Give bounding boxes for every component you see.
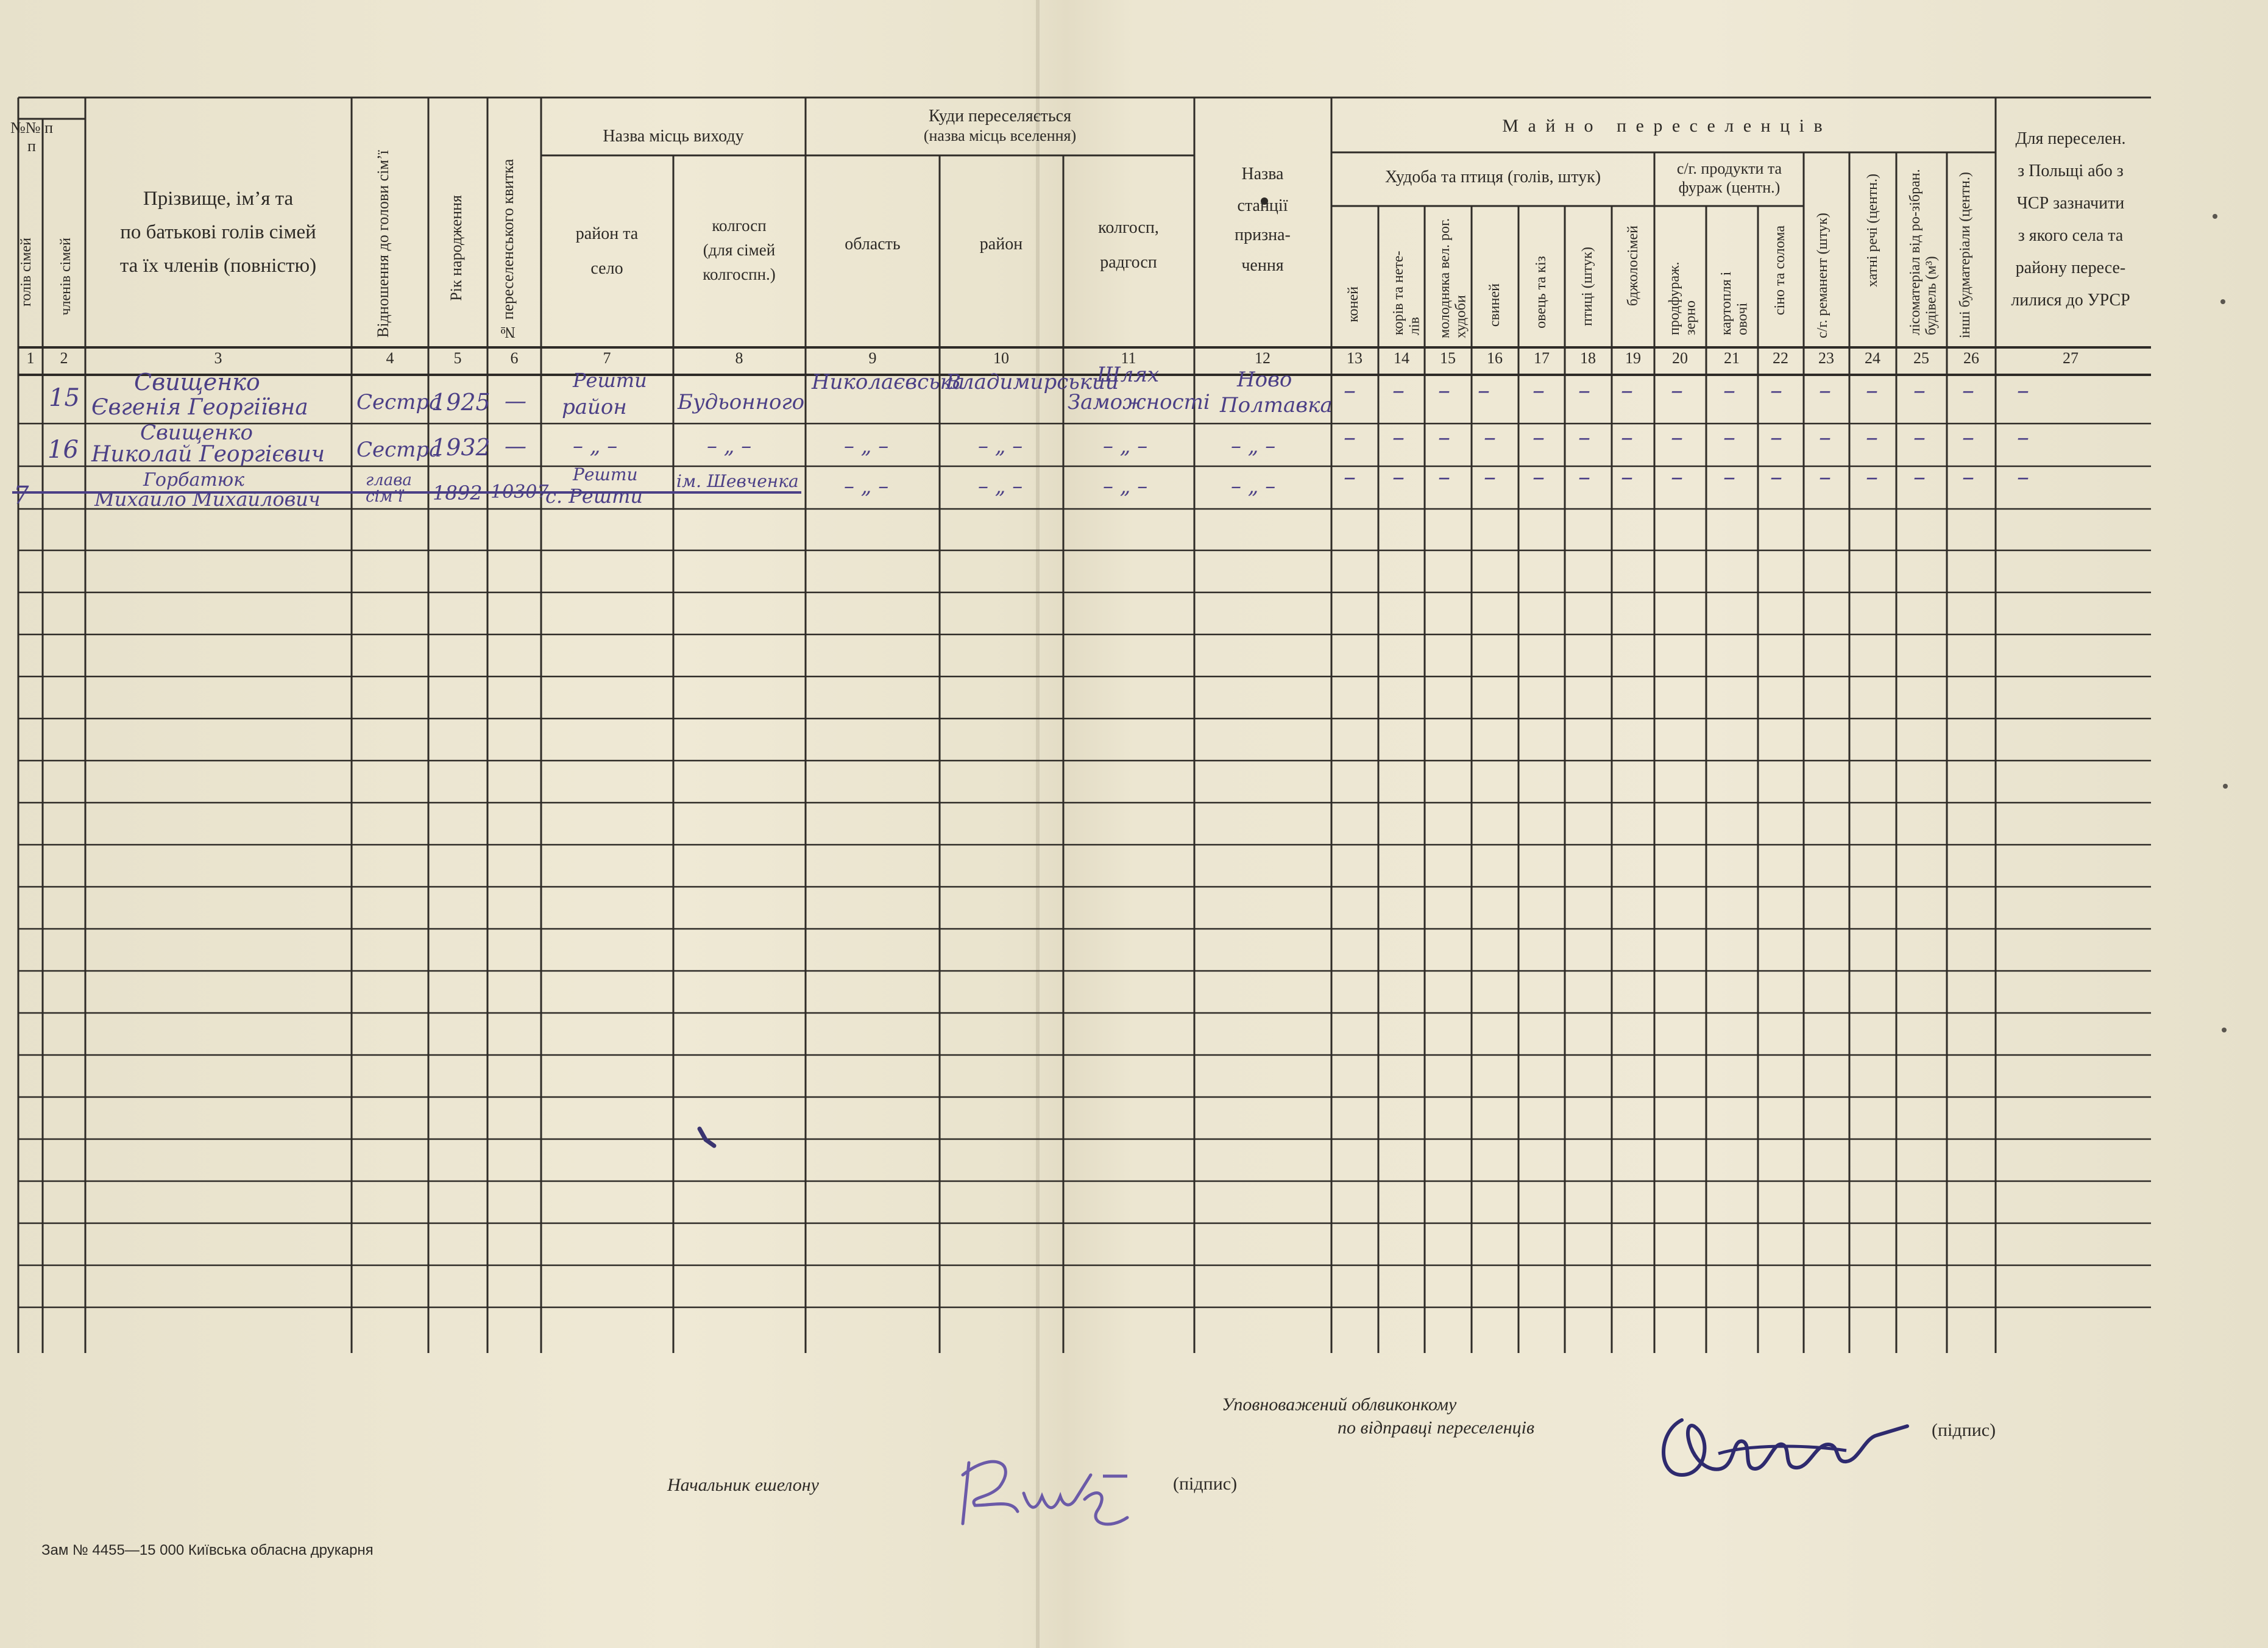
property-dash: – [1819,377,1831,405]
echelon-signature [944,1438,1146,1548]
relation: Сестра [356,438,442,462]
property-dash: – [1344,377,1356,405]
dest-raion: Владимирський [946,370,1119,394]
property-dash: – [1621,377,1633,405]
col-number: 26 [1963,349,1979,367]
col10-header: район [979,235,1023,254]
surname: Свищенко [134,369,260,396]
produce-group-header-2: фураж (центн.) [1678,179,1781,196]
property-dash: – [2017,424,2029,452]
col9-header: область [845,235,901,254]
col-number: 19 [1625,349,1641,367]
full-name: Михайло Михайлович [94,488,321,511]
col-number: 22 [1773,349,1788,367]
property-dash: – [1723,377,1735,405]
birth-year: 1932 [431,434,491,461]
col27-header-4: з якого села та [2018,226,2124,245]
col12-header-3: призна- [1235,226,1291,244]
property-dash: – [1723,463,1735,491]
origin-district: с. Решти [545,485,643,508]
col18-header: птиці (штук) [1579,247,1595,326]
property-dash: – [2017,463,2029,491]
col14-header: корів та нете-лів [1391,250,1423,335]
col-number: 15 [1440,349,1456,367]
property-dash: – [1913,463,1926,491]
col27-header-2: з Польщі або з [2018,162,2124,180]
origin-kolkhoz: – „ – [707,434,752,458]
col-number: 12 [1255,349,1270,367]
col7-header-1: район та [575,224,639,243]
origin-district-top: Решти [573,464,638,485]
col27-header-5: району пересе- [2015,258,2126,277]
dest-oblast: – „ – [844,434,889,458]
property-dash: – [1723,424,1735,452]
property-group-header: М а й н о п е р е с е л е н ц і в [1502,116,1825,136]
col-number: 16 [1487,349,1503,367]
col13-header: коней [1345,286,1361,322]
col-number: 8 [735,349,743,367]
dest-raion: – „ – [978,474,1023,499]
origin-kolkhoz: ім. Шевченка [676,471,799,491]
col-number: 20 [1672,349,1688,367]
col-number: 2 [60,349,68,367]
col17-header: овець та кіз [1533,256,1549,329]
ticket-number: — [505,389,526,414]
property-dash: – [1392,377,1405,405]
birth-year: 1925 [431,389,491,416]
col-number: 23 [1818,349,1834,367]
col27-header-1: Для переселен. [2015,129,2126,148]
origin-group-header: Назва місць виходу [603,127,744,146]
dest-sovkhoz: – „ – [1103,434,1148,458]
col27-header-3: ЧСР зазначити [2016,194,2125,213]
col24-header: хатні речі (центн.) [1865,174,1880,288]
surname: Свищенко [140,421,253,445]
property-dash: – [1478,377,1490,405]
col7-header-2: село [590,259,623,278]
col-number: 17 [1534,349,1550,367]
col-number: 10 [993,349,1009,367]
property-dash: – [1866,377,1878,405]
origin-district-top: Решти [573,369,647,392]
property-dash: – [1578,463,1590,491]
col1b-header: членів сімей [58,238,74,316]
origin-district: район [562,395,627,419]
produce-group-header-1: с/г. продукти та [1676,160,1782,177]
station: Полтавка [1220,393,1333,417]
col-number: 4 [386,349,394,367]
property-dash: – [1962,463,1974,491]
col8-header-1: колгосп [712,216,767,235]
col-number: 24 [1865,349,1880,367]
property-dash: – [1533,463,1545,491]
birth-year: 1892 [433,481,483,505]
col-number: 5 [453,349,462,367]
property-dash: – [1962,377,1974,405]
property-dash: – [1344,463,1356,491]
livestock-group-header: Худоба та птиця (голів, штук) [1384,168,1601,186]
property-dash: – [1819,463,1831,491]
property-dash: – [1819,424,1831,452]
full-name: Євгенія Георгіївна [91,395,308,420]
origin-district: – „ – [573,434,618,458]
property-dash: – [2017,377,2029,405]
property-dash: – [1533,377,1545,405]
col-number: 27 [2063,349,2078,367]
full-name: Николай Георгієвич [91,442,325,467]
authorized-signature-label: (підпис) [1932,1420,1996,1440]
col3-header-1: Прізвище, ім’я та [143,188,294,210]
relation: глава сім’ї [366,471,412,506]
col-number: 25 [1913,349,1929,367]
property-dash: – [1621,463,1633,491]
ticket-number: — [505,434,526,459]
col20-header: продфураж. зерно [1667,261,1699,335]
property-dash: – [1671,377,1683,405]
authorized-label-2: по відправці переселенців [1338,1418,1534,1438]
col8-header-2: (для сімей [703,241,776,259]
property-dash: – [1344,424,1356,452]
member-number: 16 [48,436,79,464]
col3-header-3: та їх членів (повністю) [119,255,317,277]
dest-oblast: – „ – [844,474,889,499]
col25-header: лісоматеріал від ро-зібран. будівель (м³) [1907,169,1940,335]
origin-kolkhoz: Будьонного [678,390,805,414]
col27-header-6: лилися до УРСР [2011,291,2130,310]
property-dash: – [1913,377,1926,405]
station: – „ – [1231,474,1276,499]
echelon-label: Начальник ешелону [667,1475,819,1495]
property-dash: – [1671,463,1683,491]
dest-sovkhoz: – „ – [1103,474,1148,499]
property-dash: – [1438,463,1450,491]
col-number: 6 [510,349,519,367]
relation: Сестра [356,390,442,414]
property-dash: – [1913,424,1926,452]
col15-header: молодняка вел. рог. худоби [1437,218,1469,338]
member-number: 15 [49,384,80,412]
col11-header-2: радгосп [1100,253,1157,272]
property-dash: – [1866,463,1878,491]
dest-group-header-1: Куди переселяється [929,107,1071,126]
col1a-header: голів сімей [18,238,34,307]
col3-header-2: по батькові голів сімей [120,221,316,243]
col-number: 3 [214,349,222,367]
property-dash: – [1770,377,1782,405]
property-dash: – [1438,424,1450,452]
property-dash: – [1438,377,1450,405]
col8-header-3: колгоспн.) [703,265,776,283]
authorized-signature [1645,1383,1926,1493]
property-dash: – [1578,424,1590,452]
authorized-label-1: Уповноважений облвиконкому [1222,1394,1457,1415]
col-number: 9 [868,349,877,367]
property-dash: – [1866,424,1878,452]
surname: Горбатюк [143,469,245,491]
property-dash: – [1533,424,1545,452]
property-dash: – [1621,424,1633,452]
head-number: 7 [13,481,29,510]
col-number: 21 [1724,349,1740,367]
dest-group-header-2: (назва місць вселення) [923,127,1077,144]
col19-header: бджолосімей [1625,226,1641,307]
col-number: 1 [26,349,35,367]
col12-header-4: чення [1241,256,1284,275]
dest-sovkhoz-top: Шлях [1097,363,1160,387]
col21-header: картопля і овочі [1718,271,1751,335]
col12-header-2: станції [1237,196,1288,215]
printer-imprint: Зам № 4455—15 000 Київська обласна друкарня [41,1542,374,1558]
property-dash: – [1671,424,1683,452]
col26-header: інші будматеріали (центн.) [1957,172,1973,338]
station: – „ – [1231,434,1276,458]
col-number: 7 [603,349,611,367]
col11-header-1: колгосп, [1098,218,1159,237]
property-dash: – [1484,463,1496,491]
col6-header: № переселенського квитка [499,158,517,341]
col-number: 18 [1580,349,1596,367]
property-dash: – [1392,424,1405,452]
ticket-number: 10307 [491,481,549,503]
col-number: 11 [1121,349,1136,367]
col1-group-header: №№ п п [10,119,54,155]
col4-header: Відношення до голови сім’ї [374,150,392,338]
col22-header: сіно та солома [1772,226,1788,316]
col-number: 13 [1347,349,1363,367]
col23-header: с/г. реманент (штук) [1815,213,1830,338]
dest-sovkhoz: Заможності [1068,390,1210,414]
dest-oblast: Николаєвська [812,370,965,394]
property-dash: – [1770,463,1782,491]
property-dash: – [1770,424,1782,452]
property-dash: – [1392,463,1405,491]
dest-raion: – „ – [978,434,1023,458]
echelon-signature-label: (підпис) [1173,1474,1238,1494]
property-dash: – [1484,424,1496,452]
col16-header: свиней [1487,283,1503,327]
station-top: Ново [1237,368,1292,392]
property-dash: – [1962,424,1974,452]
col5-header: Рік народження [447,195,465,301]
property-dash: – [1578,377,1590,405]
col-number: 14 [1394,349,1409,367]
col12-header-1: Назва [1241,165,1284,183]
